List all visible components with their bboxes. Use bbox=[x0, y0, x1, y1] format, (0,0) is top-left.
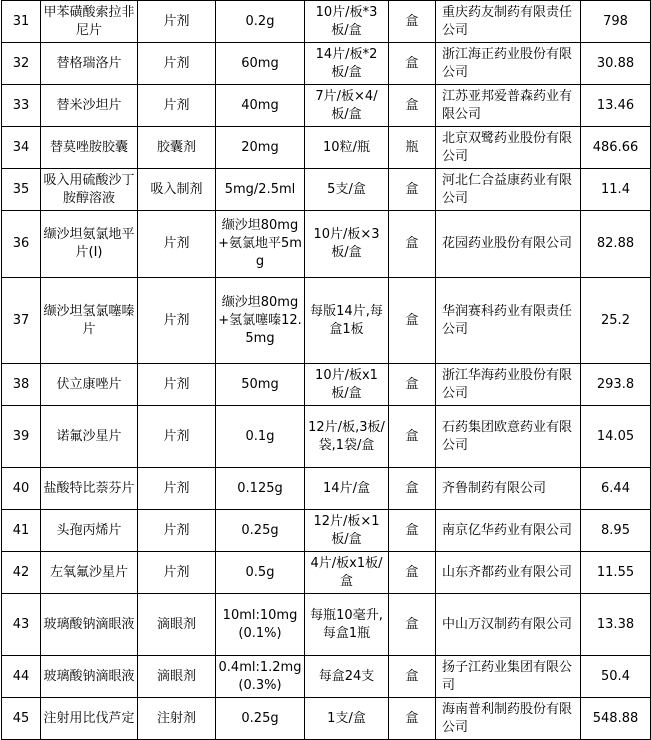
specification-cell: 0.1g bbox=[216, 406, 305, 468]
manufacturer-cell: 花园药业股份有限公司 bbox=[436, 211, 581, 278]
dosage-form-cell: 片剂 bbox=[138, 510, 216, 552]
price-cell: 50.4 bbox=[581, 656, 651, 698]
packaging-cell: 7片/板×4/板/盒 bbox=[305, 85, 389, 127]
drug-name-cell: 缬沙坦氨氯地平片(Ⅰ) bbox=[41, 211, 138, 278]
packaging-cell: 每瓶10毫升,每盒1瓶 bbox=[305, 594, 389, 656]
unit-cell: 盒 bbox=[389, 698, 436, 740]
drug-name-cell: 盐酸特比萘芬片 bbox=[41, 468, 138, 510]
row-number-cell: 43 bbox=[2, 594, 41, 656]
packaging-cell: 5支/盒 bbox=[305, 169, 389, 211]
specification-cell: 50mg bbox=[216, 364, 305, 406]
unit-cell: 盒 bbox=[389, 278, 436, 364]
packaging-cell: 14片/板*2板/盒 bbox=[305, 43, 389, 85]
row-number-cell: 36 bbox=[2, 211, 41, 278]
price-cell: 486.66 bbox=[581, 127, 651, 169]
packaging-cell: 1支/盒 bbox=[305, 698, 389, 740]
specification-cell: 0.25g bbox=[216, 510, 305, 552]
manufacturer-cell: 北京双鹭药业股份有限公司 bbox=[436, 127, 581, 169]
dosage-form-cell: 吸入制剂 bbox=[138, 169, 216, 211]
table-row bbox=[2, 127, 651, 169]
packaging-cell: 12片/板,3板/袋,1袋/盒 bbox=[305, 406, 389, 468]
packaging-cell: 14片/盒 bbox=[305, 468, 389, 510]
specification-cell: 0.5g bbox=[216, 552, 305, 594]
unit-cell: 盒 bbox=[389, 406, 436, 468]
row-number-cell: 38 bbox=[2, 364, 41, 406]
dosage-form-cell: 片剂 bbox=[138, 364, 216, 406]
table-row bbox=[2, 656, 651, 698]
dosage-form-cell: 胶囊剂 bbox=[138, 127, 216, 169]
row-number-cell: 32 bbox=[2, 43, 41, 85]
dosage-form-cell: 片剂 bbox=[138, 468, 216, 510]
specification-cell: 60mg bbox=[216, 43, 305, 85]
unit-cell: 盒 bbox=[389, 552, 436, 594]
table-row bbox=[2, 1, 651, 43]
dosage-form-cell: 片剂 bbox=[138, 1, 216, 43]
drug-name-cell: 替米沙坦片 bbox=[41, 85, 138, 127]
row-number-cell: 39 bbox=[2, 406, 41, 468]
unit-cell: 盒 bbox=[389, 169, 436, 211]
table-row bbox=[2, 594, 651, 656]
price-cell: 13.46 bbox=[581, 85, 651, 127]
unit-cell: 盒 bbox=[389, 85, 436, 127]
table-row bbox=[2, 169, 651, 211]
price-cell: 548.88 bbox=[581, 698, 651, 740]
table-row bbox=[2, 406, 651, 468]
price-cell: 293.8 bbox=[581, 364, 651, 406]
dosage-form-cell: 片剂 bbox=[138, 406, 216, 468]
specification-cell: 0.25g bbox=[216, 698, 305, 740]
drug-name-cell: 左氧氟沙星片 bbox=[41, 552, 138, 594]
specification-cell: 10ml:10mg(0.1%) bbox=[216, 594, 305, 656]
dosage-form-cell: 片剂 bbox=[138, 278, 216, 364]
packaging-cell: 10片/板x1板/盒 bbox=[305, 364, 389, 406]
manufacturer-cell: 南京亿华药业有限公司 bbox=[436, 510, 581, 552]
row-number-cell: 42 bbox=[2, 552, 41, 594]
manufacturer-cell: 石药集团欧意药业有限公司 bbox=[436, 406, 581, 468]
price-cell: 13.38 bbox=[581, 594, 651, 656]
specification-cell: 缬沙坦80mg+氢氯噻嗪12.5mg bbox=[216, 278, 305, 364]
row-number-cell: 45 bbox=[2, 698, 41, 740]
table-row bbox=[2, 278, 651, 364]
table-row bbox=[2, 85, 651, 127]
row-number-cell: 33 bbox=[2, 85, 41, 127]
drug-name-cell: 替莫唑胺胶囊 bbox=[41, 127, 138, 169]
unit-cell: 盒 bbox=[389, 1, 436, 43]
price-cell: 11.4 bbox=[581, 169, 651, 211]
manufacturer-cell: 浙江华海药业股份有限公司 bbox=[436, 364, 581, 406]
specification-cell: 0.4ml:1.2mg(0.3%) bbox=[216, 656, 305, 698]
packaging-cell: 10粒/瓶 bbox=[305, 127, 389, 169]
table-row bbox=[2, 698, 651, 740]
unit-cell: 盒 bbox=[389, 211, 436, 278]
manufacturer-cell: 河北仁合益康药业有限公司 bbox=[436, 169, 581, 211]
drug-name-cell: 注射用比伐芦定 bbox=[41, 698, 138, 740]
dosage-form-cell: 片剂 bbox=[138, 43, 216, 85]
manufacturer-cell: 扬子江药业集团有限公司 bbox=[436, 656, 581, 698]
drug-name-cell: 缬沙坦氢氯噻嗪片 bbox=[41, 278, 138, 364]
specification-cell: 缬沙坦80mg+氨氯地平5mg bbox=[216, 211, 305, 278]
unit-cell: 盒 bbox=[389, 594, 436, 656]
drug-name-cell: 头孢丙烯片 bbox=[41, 510, 138, 552]
price-cell: 30.88 bbox=[581, 43, 651, 85]
manufacturer-cell: 中山万汉制药有限公司 bbox=[436, 594, 581, 656]
price-cell: 6.44 bbox=[581, 468, 651, 510]
row-number-cell: 31 bbox=[2, 1, 41, 43]
dosage-form-cell: 滴眼剂 bbox=[138, 656, 216, 698]
unit-cell: 盒 bbox=[389, 510, 436, 552]
table-row bbox=[2, 552, 651, 594]
drug-name-cell: 甲苯磺酸索拉非尼片 bbox=[41, 1, 138, 43]
dosage-form-cell: 片剂 bbox=[138, 211, 216, 278]
specification-cell: 0.125g bbox=[216, 468, 305, 510]
row-number-cell: 35 bbox=[2, 169, 41, 211]
row-number-cell: 44 bbox=[2, 656, 41, 698]
price-cell: 25.2 bbox=[581, 278, 651, 364]
unit-cell: 瓶 bbox=[389, 127, 436, 169]
packaging-cell: 4片/板x1板/盒 bbox=[305, 552, 389, 594]
manufacturer-cell: 重庆药友制药有限责任公司 bbox=[436, 1, 581, 43]
packaging-cell: 10片/板*3板/盒 bbox=[305, 1, 389, 43]
table-body bbox=[2, 1, 651, 740]
dosage-form-cell: 片剂 bbox=[138, 552, 216, 594]
packaging-cell: 每盒24支 bbox=[305, 656, 389, 698]
unit-cell: 盒 bbox=[389, 43, 436, 85]
specification-cell: 0.2g bbox=[216, 1, 305, 43]
price-cell: 798 bbox=[581, 1, 651, 43]
drug-name-cell: 玻璃酸钠滴眼液 bbox=[41, 656, 138, 698]
drug-name-cell: 吸入用硫酸沙丁胺醇溶液 bbox=[41, 169, 138, 211]
dosage-form-cell: 注射剂 bbox=[138, 698, 216, 740]
manufacturer-cell: 江苏亚邦爱普森药业有限公司 bbox=[436, 85, 581, 127]
table-row bbox=[2, 43, 651, 85]
manufacturer-cell: 海南普利制药股份有限公司 bbox=[436, 698, 581, 740]
packaging-cell: 每版14片,每盒1板 bbox=[305, 278, 389, 364]
drug-name-cell: 替格瑞洛片 bbox=[41, 43, 138, 85]
table-row bbox=[2, 510, 651, 552]
specification-cell: 20mg bbox=[216, 127, 305, 169]
dosage-form-cell: 片剂 bbox=[138, 85, 216, 127]
dosage-form-cell: 滴眼剂 bbox=[138, 594, 216, 656]
manufacturer-cell: 山东齐都药业有限公司 bbox=[436, 552, 581, 594]
drug-name-cell: 玻璃酸钠滴眼液 bbox=[41, 594, 138, 656]
price-cell: 8.95 bbox=[581, 510, 651, 552]
drug-name-cell: 诺氟沙星片 bbox=[41, 406, 138, 468]
manufacturer-cell: 浙江海正药业股份有限公司 bbox=[436, 43, 581, 85]
specification-cell: 5mg/2.5ml bbox=[216, 169, 305, 211]
drug-price-table bbox=[1, 0, 651, 740]
row-number-cell: 34 bbox=[2, 127, 41, 169]
unit-cell: 盒 bbox=[389, 468, 436, 510]
price-cell: 11.55 bbox=[581, 552, 651, 594]
table-row bbox=[2, 364, 651, 406]
row-number-cell: 40 bbox=[2, 468, 41, 510]
packaging-cell: 12片/板×1板/盒 bbox=[305, 510, 389, 552]
table-row bbox=[2, 211, 651, 278]
table-row bbox=[2, 468, 651, 510]
price-cell: 82.88 bbox=[581, 211, 651, 278]
manufacturer-cell: 齐鲁制药有限公司 bbox=[436, 468, 581, 510]
drug-name-cell: 伏立康唑片 bbox=[41, 364, 138, 406]
manufacturer-cell: 华润赛科药业有限责任公司 bbox=[436, 278, 581, 364]
packaging-cell: 10片/板×3板/盒 bbox=[305, 211, 389, 278]
row-number-cell: 41 bbox=[2, 510, 41, 552]
price-cell: 14.05 bbox=[581, 406, 651, 468]
unit-cell: 盒 bbox=[389, 656, 436, 698]
unit-cell: 盒 bbox=[389, 364, 436, 406]
row-number-cell: 37 bbox=[2, 278, 41, 364]
specification-cell: 40mg bbox=[216, 85, 305, 127]
